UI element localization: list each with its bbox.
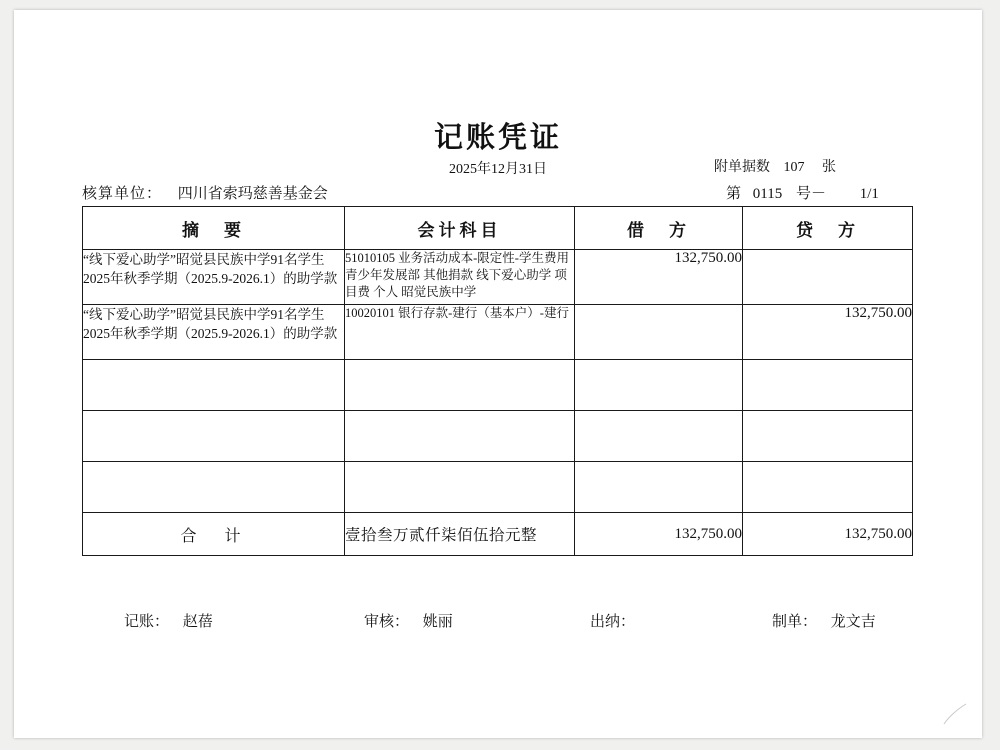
- cell-credit: [743, 360, 913, 411]
- table-row: [83, 462, 913, 513]
- cell-abstract: “线下爱心助学”昭觉县民族中学91名学生2025年秋季学期（2025.9-2026.1）的助学款: [83, 250, 345, 305]
- voucher-sheet: [14, 10, 982, 738]
- total-label: 合 计: [83, 513, 345, 556]
- table-row: [83, 250, 913, 305]
- cell-abstract: [83, 411, 345, 462]
- cell-account: 51010105 业务活动成本-限定性-学生费用 青少年发展部 其他捐款 线下爱心助学 项目费 个人 昭觉民族中学: [345, 250, 575, 305]
- signature-preparer-name: 龙文吉: [830, 614, 876, 630]
- table-header-row: [83, 207, 913, 250]
- voucher-number: [726, 182, 879, 203]
- cell-debit: 132,750.00: [575, 250, 743, 305]
- signature-cashier: [590, 610, 645, 631]
- cell-account: [345, 462, 575, 513]
- total-credit: 132,750.00: [743, 513, 913, 556]
- cell-abstract: “线下爱心助学”昭觉县民族中学91名学生2025年秋季学期（2025.9-2026.1）的助学款: [83, 305, 345, 360]
- table-row: [83, 411, 913, 462]
- signature-auditor: [364, 610, 453, 631]
- total-row: [83, 513, 913, 556]
- cell-credit: 132,750.00: [743, 305, 913, 360]
- voucher-page-indicator: 1/1: [859, 186, 879, 202]
- signature-cashier-label: 出纳：: [590, 614, 636, 630]
- voucher-number-prefix: 第: [726, 186, 742, 202]
- attachment-count-value: 107: [783, 160, 805, 175]
- cell-credit: [743, 462, 913, 513]
- page-title: 记账凭证: [433, 122, 562, 154]
- cell-account: [345, 360, 575, 411]
- cell-debit: [575, 411, 743, 462]
- voucher-number-value: 0115: [752, 186, 783, 202]
- signature-bookkeeper: [124, 610, 213, 631]
- signature-row: [82, 610, 912, 634]
- signature-bookkeeper-label: 记账：: [124, 614, 170, 630]
- accounting-unit-value: 四川省索玛慈善基金会: [177, 186, 328, 202]
- cell-account: [345, 411, 575, 462]
- column-header-account: 会计科目: [345, 207, 575, 250]
- column-header-abstract: 摘 要: [83, 207, 345, 250]
- document-page: [14, 10, 982, 738]
- signature-auditor-name: 姚丽: [422, 614, 453, 630]
- signature-bookkeeper-name: 赵蓓: [182, 614, 213, 630]
- cell-credit: [743, 250, 913, 305]
- cell-debit: [575, 360, 743, 411]
- cell-debit: [575, 462, 743, 513]
- signature-auditor-label: 审核：: [364, 614, 410, 630]
- attachment-count: [714, 156, 836, 176]
- cell-credit: [743, 411, 913, 462]
- cell-abstract: [83, 360, 345, 411]
- total-debit: 132,750.00: [575, 513, 743, 556]
- accounting-unit-label: 核算单位：: [82, 186, 163, 202]
- accounting-unit: [82, 182, 328, 203]
- page-corner-fold-icon: [942, 700, 968, 726]
- column-header-credit: 贷 方: [743, 207, 913, 250]
- total-amount-in-words: 壹拾叁万贰仟柒佰伍拾元整: [345, 513, 575, 556]
- table-row: [83, 305, 913, 360]
- attachment-label-after: 张: [822, 160, 836, 175]
- voucher-date: 2025年12月31日: [449, 162, 547, 177]
- column-header-debit: 借 方: [575, 207, 743, 250]
- voucher-table: [82, 206, 913, 556]
- voucher-number-suffix: 号－: [795, 186, 826, 202]
- cell-account: 10020101 银行存款-建行（基本户）-建行: [345, 305, 575, 360]
- table-row: [83, 360, 913, 411]
- cell-abstract: [83, 462, 345, 513]
- cell-debit: [575, 305, 743, 360]
- signature-preparer: [772, 610, 876, 631]
- attachment-label-before: 附单据数: [714, 160, 770, 175]
- signature-preparer-label: 制单：: [772, 614, 818, 630]
